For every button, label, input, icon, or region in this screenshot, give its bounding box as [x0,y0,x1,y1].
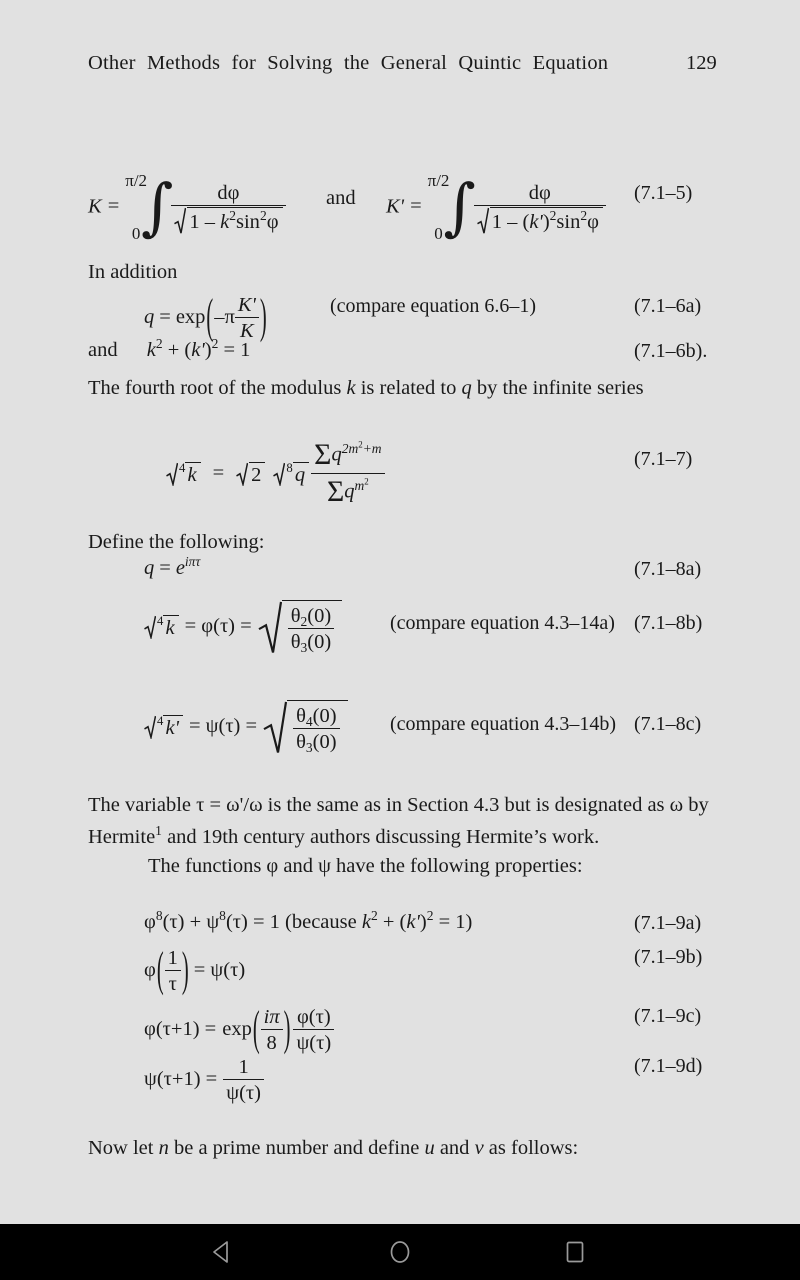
eq715-lhs-left: K [88,195,102,218]
equation-7-1-9c [144,1005,334,1055]
footnote-marker: 1 [155,823,162,839]
integral-sign-icon: ∫ [443,170,476,244]
root-index-4: 4 [179,460,186,475]
eq716b-kprime-exp: 2 [211,336,219,352]
paragraph-variable-line1: The variable τ = ω'/ω is the same as in Section 4.3 but is designated as ω by [88,794,709,816]
frs-b: is related to [355,377,462,399]
eq719c-arg-num: iπ [263,1006,280,1028]
eq719c-exp-label: exp [222,1017,252,1040]
eq719a-tail-a: = 1 (because [247,911,362,933]
eq716b-kprime: k' [191,339,205,361]
eq719a-kprime-exp: 2 [426,908,434,924]
equation-7-1-9b [144,946,245,996]
eq718b-numerator [288,604,335,628]
eq717-den-exp-a: m [354,477,365,493]
eq717-num-base: q [331,443,342,466]
right-paren-icon: ) [181,944,189,997]
radical-icon [144,715,183,739]
eq717-num-exp-a: 2m [341,440,359,456]
radical-icon [166,462,201,486]
equation-7-1-8c [144,700,348,754]
eq719c-arg-den: 8 [261,1029,283,1055]
eq716a-fraction [235,293,259,343]
theta-icon: θ [290,605,301,627]
android-navigation-bar [0,1224,800,1280]
running-head: Other Methods for Solving the General Quintic Equation [88,52,609,74]
eq717-denominator [311,473,384,510]
eq719c-fraction [293,1005,334,1055]
right-paren-icon: ) [259,291,267,344]
eq718c-compare-note: (compare equation 4.3–14b) [390,713,617,735]
eq718b-fraction [288,604,335,654]
equation-7-1-8a [144,554,201,579]
eq716b-close: ) [204,339,212,361]
eq718b-num-arg: (0) [307,605,332,627]
left-paren-icon: ( [156,944,164,997]
equation-7-1-5-conjunction [326,188,356,209]
paragraph-functions: The functions φ and ψ have the following properties: [148,855,583,877]
equation-number-7-1-9a: (7.1–9a) [634,912,702,934]
eq718b-den-arg: (0) [307,631,332,654]
eq718b-denominator [288,628,335,654]
eq718c-denominator [293,728,340,754]
equation-7-1-6b [88,336,251,361]
nav-home-button[interactable] [355,1224,445,1280]
fourth-root-sentence [88,373,644,404]
eq717-fraction [311,438,384,510]
eq716a-equals: = [159,305,171,328]
eq716a-minus-pi: –π [214,305,235,328]
eq715-limits-right: π/2 0 [427,171,450,243]
eq715-fraction-left [171,181,285,234]
eq716a-lhs: q [144,305,155,328]
define-label: Define the following: [88,531,265,553]
root-index-4: 4 [157,713,164,728]
eq716b-plus: + ( [162,339,192,361]
eq718a-equals: = [159,557,171,579]
equation-number-7-1-9b: (7.1–9b) [634,946,703,968]
eq719a-phi-exp: 8 [155,908,163,924]
frs-k: k [346,377,356,399]
eq719c-numerator: φ(τ) [296,1006,331,1028]
eq719b-denominator: τ [165,970,181,996]
eq715-denominator-left [171,205,285,234]
eq717-den-exp-b: 2 [364,476,369,487]
pp-b: be a prime number and define [168,1137,425,1159]
eq717-radicand-q: q [293,462,309,486]
recents-square-icon [562,1239,588,1265]
eq718b-compare-note: (compare equation 4.3–14a) [390,612,615,634]
eq717-num-exp-c: +m [362,440,382,456]
eq715-fraction-right [474,181,606,234]
pp-a: Now let [88,1137,159,1159]
eq718c-radicand: k' [163,715,182,739]
eq716b-k: k [146,339,156,361]
radical-icon [258,600,343,654]
home-circle-icon [387,1239,413,1265]
eq715-limits-left: π/2 0 [125,171,148,243]
eq718b-num-sub: 2 [300,613,308,629]
eq719a-phi-arg: (τ) [162,911,185,933]
equation-number-7-1-8a: (7.1–8a) [634,558,702,580]
page-number: 129 [686,52,717,74]
eq719c-lhs: φ(τ+1) = [144,1017,217,1040]
in-addition-label: In addition [88,261,178,283]
equation-number-7-1-7: (7.1–7) [634,448,693,470]
eq716a-denominator: K [235,317,259,343]
equation-number-7-1-8c: (7.1–8c) [634,713,702,735]
equation-7-1-7 [166,438,385,510]
equation-7-1-5 [88,172,286,243]
pp-n: n [158,1137,169,1159]
back-triangle-icon [210,1239,236,1265]
eq715-numerator-right: dφ [528,182,551,204]
pv-hermite: Hermite [88,826,156,848]
eq718c-fraction [293,704,340,754]
pp-d: as follows: [483,1137,579,1159]
equation-7-1-8b [144,600,342,654]
eq718b-equals: = φ(τ) = [184,614,252,637]
eq719b-numerator: 1 [167,947,178,969]
equation-7-1-5-right [386,172,606,243]
eq719d-denominator: ψ(τ) [223,1079,264,1105]
frs-c: by the infinite series [471,377,644,399]
frs-q: q [461,377,472,399]
equation-number-7-1-6a: (7.1–6a) [634,295,702,317]
eq719a-kprime: k' [406,911,420,933]
eq719a-psi-exp: 8 [219,908,226,924]
left-paren-icon: ( [252,1003,260,1056]
eq719d-numerator: 1 [238,1056,249,1078]
theta-icon: θ [296,705,306,727]
radical-icon [144,615,179,639]
eq716a-numerator: K' [237,294,256,316]
eq715-equals-right: = [410,195,422,218]
eq716a-exp-label: exp [175,305,206,328]
eq718c-den-arg: (0) [312,731,337,754]
eq719b-fraction [165,946,181,996]
eq718a-base: e [175,557,185,579]
equation-number-7-1-5: (7.1–5) [634,182,693,204]
phi-icon: φ [144,911,156,933]
theta-icon: θ [296,731,306,754]
equation-number-7-1-6b: (7.1–6b). [634,340,708,362]
eq715-numerator-left: dφ [217,182,240,204]
eq716b-k-exp: 2 [155,336,163,352]
eq715-denominator-right [474,205,606,234]
sigma-icon: Σ [314,439,332,471]
right-paren-icon: ) [283,1003,291,1056]
left-paren-icon: ( [206,291,214,344]
eq717-numerator [311,438,384,473]
phi-icon: φ [144,958,156,981]
eq719a-kprime-close: ) [419,911,427,933]
sigma-icon: Σ [326,476,345,509]
pv-rest: and 19th century authors discussing Hermite’s work. [161,826,600,848]
eq715-and: and [326,187,356,209]
paragraph-prime [88,1133,578,1164]
eq719c-arg-fraction [261,1005,283,1055]
frs-a: The fourth root of the modulus [88,377,347,399]
radical-icon: $1 - (k')^2\sin^2\varphi$ [477,207,603,234]
equation-number-7-1-8b: (7.1–8b) [634,612,703,634]
radical-icon: $1 - k^2\sin^2\varphi$ [174,207,282,234]
equation-number-7-1-9d: (7.1–9d) [634,1055,703,1077]
eq718b-den-sub: 3 [300,639,308,655]
radical-icon [273,462,309,486]
eq719a-psi-arg: (τ) [225,911,248,933]
eq719a-plus: + [184,911,207,933]
eq719c-denominator: ψ(τ) [293,1029,334,1055]
nav-recents-button[interactable] [530,1224,620,1280]
eq716b-equals-one: = 1 [218,339,251,361]
pp-c: and [434,1137,475,1159]
eq719a-k-exp: 2 [370,908,378,924]
eq719d-fraction [223,1055,264,1105]
eq717-radicand-k: k [185,462,200,486]
equation-7-1-9d [144,1055,264,1105]
eq719a-mid: + ( [377,911,407,933]
pp-u: u [424,1137,435,1159]
eq718b-radicand: k [163,615,178,639]
eq719d-lhs: ψ(τ+1) = [144,1067,218,1090]
equation-7-1-9a [144,908,473,933]
eq716b-and: and [88,339,118,361]
nav-back-button[interactable] [178,1224,268,1280]
eq718a-lhs: q [144,557,155,579]
eq717-radicand-2: 2 [249,462,265,486]
eq718c-num-sub: 4 [305,713,313,729]
psi-icon: ψ [206,911,220,933]
eq717-den-base: q [344,480,355,503]
eq718a-exp: iπτ [184,554,201,570]
equation-number-7-1-9c: (7.1–9c) [634,1005,702,1027]
eq719a-k: k [361,911,371,933]
root-index-8: 8 [286,460,293,475]
eq718c-equals: = ψ(τ) = [188,714,258,737]
eq718c-den-sub: 3 [305,739,313,755]
theta-icon: θ [290,631,301,654]
eq717-equals: = [212,461,225,484]
eq718c-num-arg: (0) [312,705,337,727]
root-index-4: 4 [157,613,164,628]
eq719a-tail-b: = 1) [433,911,473,933]
integral-sign-icon: ∫ [141,170,174,244]
eq715-lhs-right: K' [386,195,405,218]
eq716a-compare-note: (compare equation 6.6–1) [330,295,537,317]
radical-icon [236,462,265,486]
paragraph-variable-line2 [88,822,599,853]
eq718c-numerator [293,704,340,728]
radical-icon [263,700,348,754]
eq719b-equals: = ψ(τ) [193,958,246,981]
eq715-equals-left: = [107,195,120,218]
eq717-num-exp-b: 2 [358,439,363,450]
pp-v: v [474,1137,484,1159]
